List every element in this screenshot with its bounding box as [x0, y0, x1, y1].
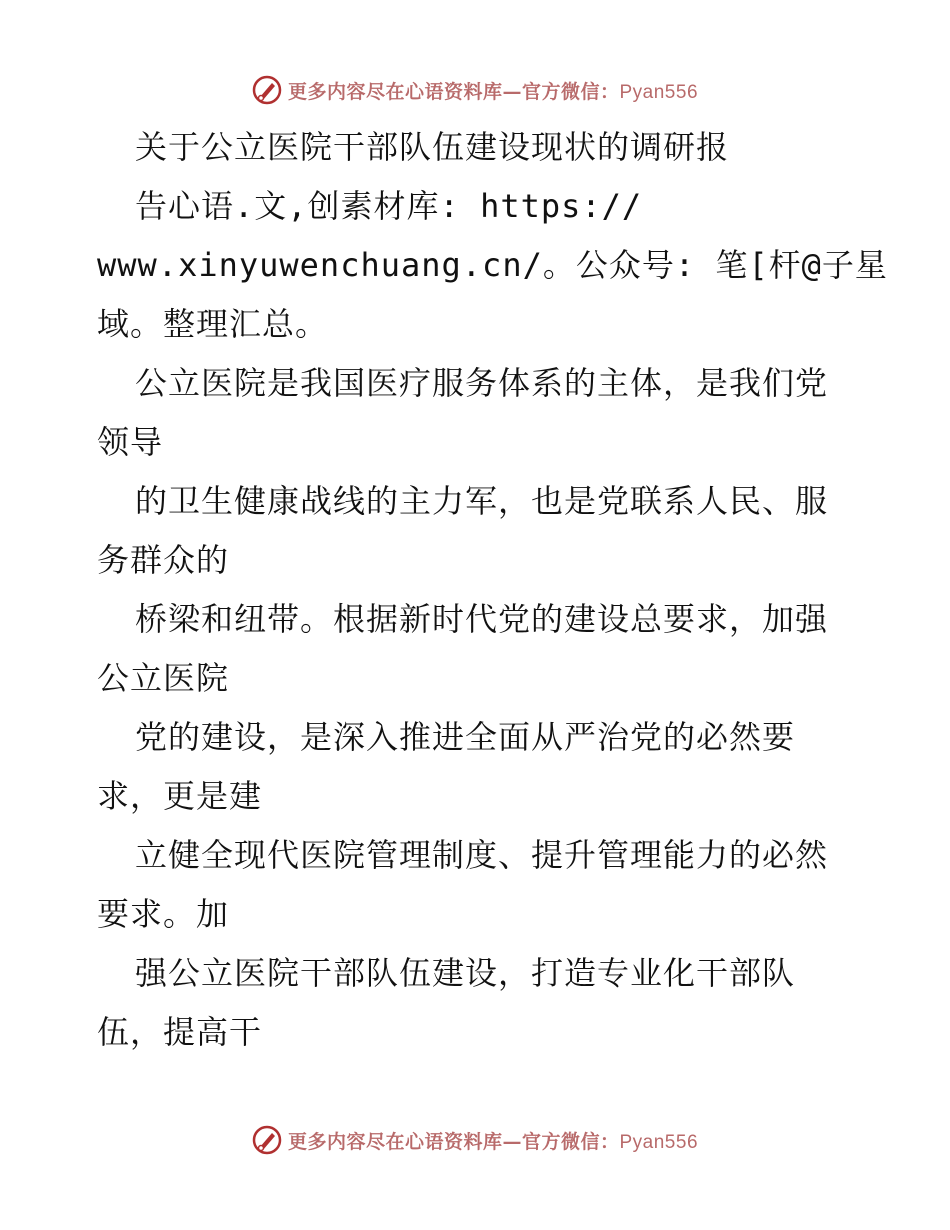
- text-line: 立健全现代医院管理制度、提升管理能力的必然: [135, 836, 829, 874]
- text-line: www.xinyuwenchuang.cn/。公众号: 笔[杆@子星: [97, 246, 888, 284]
- text-line: 公立医院是我国医疗服务体系的主体，是我们党: [135, 364, 829, 402]
- document-body: [97, 118, 888, 1062]
- wechat-id: Pyan556: [619, 81, 699, 103]
- footer-banner: [0, 1120, 950, 1160]
- text-line: 强公立医院干部队伍建设，打造专业化干部队: [135, 954, 796, 992]
- text-line: 的卫生健康战线的主力军，也是党联系人民、服: [135, 482, 829, 520]
- wechat-id: Pyan556: [619, 1131, 699, 1153]
- banner-text: [288, 1127, 698, 1154]
- text-line: 域。整理汇总。: [97, 305, 329, 343]
- text-line: 要求。加: [97, 895, 230, 933]
- pen-seal-logo-icon: [252, 1125, 282, 1155]
- text-line: 伍，提高干: [97, 1013, 263, 1051]
- banner-label: 更多内容尽在心语资料库—官方微信：: [287, 80, 620, 103]
- text-line: 领导: [97, 423, 164, 461]
- banner-label: 更多内容尽在心语资料库—官方微信：: [287, 1130, 620, 1153]
- text-line: 务群众的: [97, 541, 230, 579]
- header-banner: [0, 70, 950, 110]
- text-line: 公立医院: [97, 659, 230, 697]
- banner-text: [288, 77, 698, 104]
- pen-seal-logo-icon: [252, 75, 282, 105]
- text-line: 党的建设，是深入推进全面从严治党的必然要: [135, 718, 796, 756]
- text-line: 关于公立医院干部队伍建设现状的调研报: [135, 128, 730, 166]
- text-line: 求，更是建: [97, 777, 263, 815]
- text-line: 告心语.文,创素材库: https://: [135, 187, 643, 225]
- text-line: 桥梁和纽带。根据新时代党的建设总要求，加强: [135, 600, 829, 638]
